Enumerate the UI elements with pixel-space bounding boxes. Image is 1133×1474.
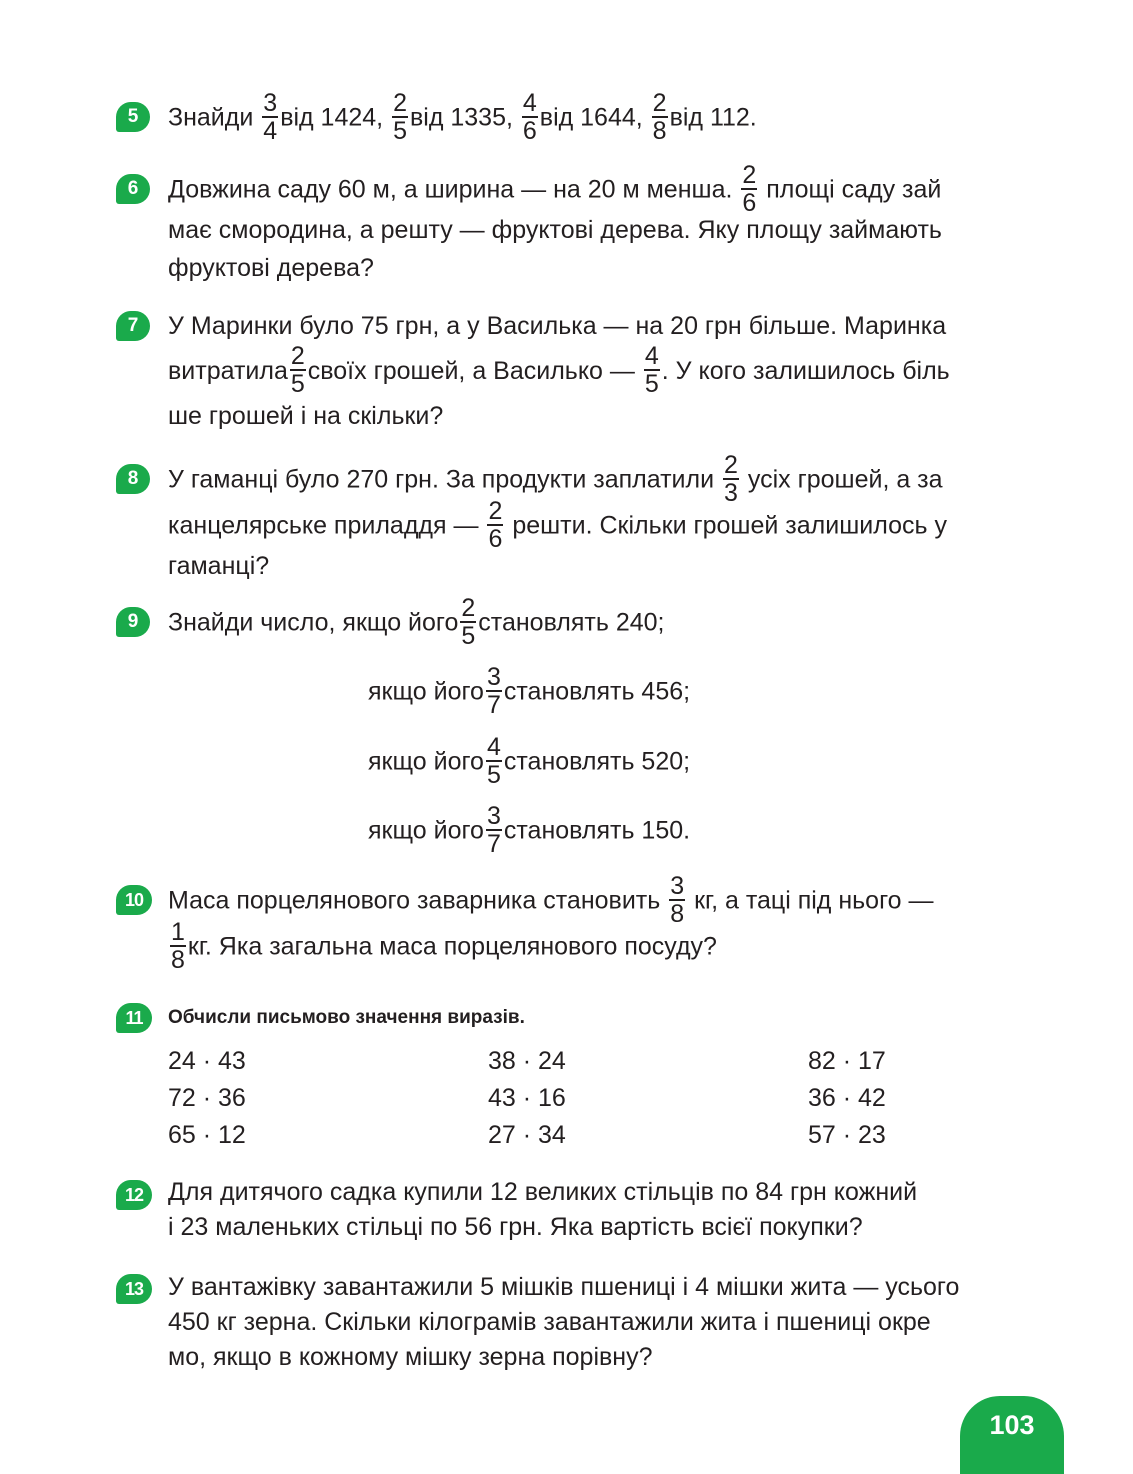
task-number-badge: 9	[116, 607, 150, 637]
denominator: 3	[724, 479, 738, 507]
fraction	[392, 91, 408, 143]
expression: 38 · 24	[488, 1047, 566, 1075]
task-number-badge: 10	[116, 885, 152, 915]
denominator: 5	[486, 761, 501, 789]
denominator: 6	[522, 117, 537, 145]
task-6	[168, 161, 1064, 287]
text: становлять 520;	[503, 747, 691, 776]
fraction	[486, 735, 502, 787]
denominator: 7	[486, 691, 501, 719]
text: від 1424,	[280, 103, 384, 132]
denominator: 8	[652, 117, 667, 145]
text: Довжина саду 60 м, а ширина — на 20 м менша.	[168, 175, 733, 204]
text: своїх грошей, а Василько —	[307, 357, 635, 385]
text: якщо його	[368, 677, 484, 706]
denominator: 5	[393, 117, 407, 145]
text: усіх грошей, а за	[747, 465, 943, 494]
task-12	[168, 1175, 1064, 1245]
expression: 36 · 42	[808, 1084, 886, 1112]
task-11-title: Обчисли письмово значення виразів.	[168, 1007, 525, 1028]
fraction	[669, 874, 685, 926]
numerator: 4	[644, 342, 659, 371]
expressions-column	[808, 1043, 886, 1154]
numerator: 2	[724, 451, 738, 479]
numerator: 3	[263, 89, 278, 117]
text: мо, якщо в кожному мішку зерна порівну?	[168, 1343, 653, 1371]
expression: 43 · 16	[488, 1084, 566, 1112]
task-7	[168, 307, 1064, 435]
task-9-line	[368, 802, 691, 858]
numerator: 2	[461, 594, 476, 622]
text: становлять 150.	[503, 816, 691, 845]
fraction	[460, 596, 476, 648]
fraction	[290, 342, 306, 399]
text: ше грошей і на скільки?	[168, 402, 444, 430]
text: витратила	[168, 357, 288, 385]
numerator: 2	[652, 89, 667, 117]
numerator: 1	[171, 918, 185, 946]
numerator: 4	[486, 733, 501, 761]
text: від 1644,	[539, 103, 643, 132]
task-number-badge: 12	[116, 1180, 152, 1210]
denominator: 6	[488, 525, 503, 553]
text: має смородина, а решту — фруктові дерева. Яку площу займають	[168, 216, 942, 244]
text: Маса порцелянового заварника становить	[168, 886, 661, 915]
fraction	[741, 163, 757, 215]
denominator: 5	[461, 622, 476, 650]
expression: 82 · 17	[808, 1047, 886, 1075]
numerator: 3	[670, 872, 685, 900]
denominator: 6	[742, 189, 757, 217]
task-9	[168, 594, 1064, 650]
numerator: 2	[393, 89, 407, 117]
task-number-badge: 13	[116, 1274, 152, 1304]
text: У гаманці було 270 грн. За продукти заплатили	[168, 465, 715, 494]
text: площі саду зай	[766, 175, 942, 204]
text: Знайди число, якщо його	[168, 608, 459, 637]
page-number: 103	[960, 1396, 1064, 1474]
numerator: 2	[742, 161, 757, 189]
task-8	[168, 451, 1064, 585]
text: канцелярське приладдя —	[168, 511, 479, 540]
numerator: 3	[486, 802, 501, 830]
denominator: 8	[670, 900, 685, 928]
text: від 1335,	[409, 103, 513, 132]
numerator: 2	[488, 497, 503, 525]
text: якщо його	[368, 816, 484, 845]
expression: 24 · 43	[168, 1047, 246, 1075]
text: гаманці?	[168, 552, 270, 580]
expression: 57 · 23	[808, 1121, 886, 1149]
text: кг. Яка загальна маса порцелянового посуду?	[187, 932, 717, 961]
task-number-badge: 5	[116, 102, 150, 132]
text: 450 кг зерна. Скільки кілограмів завантажили жита і пшениці окре	[168, 1308, 931, 1336]
denominator: 8	[171, 946, 185, 974]
fraction	[170, 920, 186, 972]
fraction	[652, 91, 668, 143]
numerator: 2	[290, 342, 305, 371]
denominator: 5	[644, 370, 659, 399]
task-5	[168, 89, 1064, 145]
text: решти. Скільки грошей залишилось у	[512, 511, 947, 540]
fraction	[487, 499, 503, 551]
task-10	[168, 872, 1064, 974]
expression: 65 · 12	[168, 1121, 246, 1149]
text: становлять 240;	[478, 608, 665, 637]
expressions-column	[168, 1043, 246, 1154]
numerator: 3	[486, 663, 501, 691]
text: становлять 456;	[503, 677, 691, 706]
denominator: 5	[290, 370, 305, 399]
text: і 23 маленьких стільці по 56 грн. Яка вартість всієї покупки?	[168, 1213, 863, 1241]
denominator: 4	[263, 117, 278, 145]
expression: 27 · 34	[488, 1121, 566, 1149]
expressions-column	[488, 1043, 566, 1154]
text: фруктові дерева?	[168, 254, 374, 282]
text: У Маринки було 75 грн, а у Василька — на 20 грн більше. Маринка	[168, 312, 947, 340]
text: Для дитячого садка купили 12 великих стільців по 84 грн кожний	[168, 1178, 918, 1206]
task-number-badge: 11	[116, 1003, 152, 1033]
fraction	[486, 665, 502, 717]
task-9-line	[368, 733, 691, 789]
denominator: 7	[486, 830, 501, 858]
numerator: 4	[522, 89, 537, 117]
fraction	[262, 91, 278, 143]
text: . У кого залишилось біль	[661, 357, 950, 385]
text: кг, а таці під нього —	[694, 886, 934, 915]
text: У вантажівку завантажили 5 мішків пшениці і 4 мішки жита — усього	[168, 1273, 960, 1301]
fraction	[723, 453, 739, 505]
text: від 112.	[669, 103, 757, 132]
task-number-badge: 6	[116, 174, 150, 204]
fraction	[486, 804, 502, 856]
text: Знайди	[168, 103, 254, 132]
fraction	[522, 91, 538, 143]
task-number-badge: 8	[116, 464, 150, 494]
task-9-line	[368, 663, 691, 719]
expression: 72 · 36	[168, 1084, 246, 1112]
task-13	[168, 1270, 1064, 1375]
fraction	[644, 342, 660, 399]
task-number-badge: 7	[116, 311, 150, 341]
text: якщо його	[368, 747, 484, 776]
